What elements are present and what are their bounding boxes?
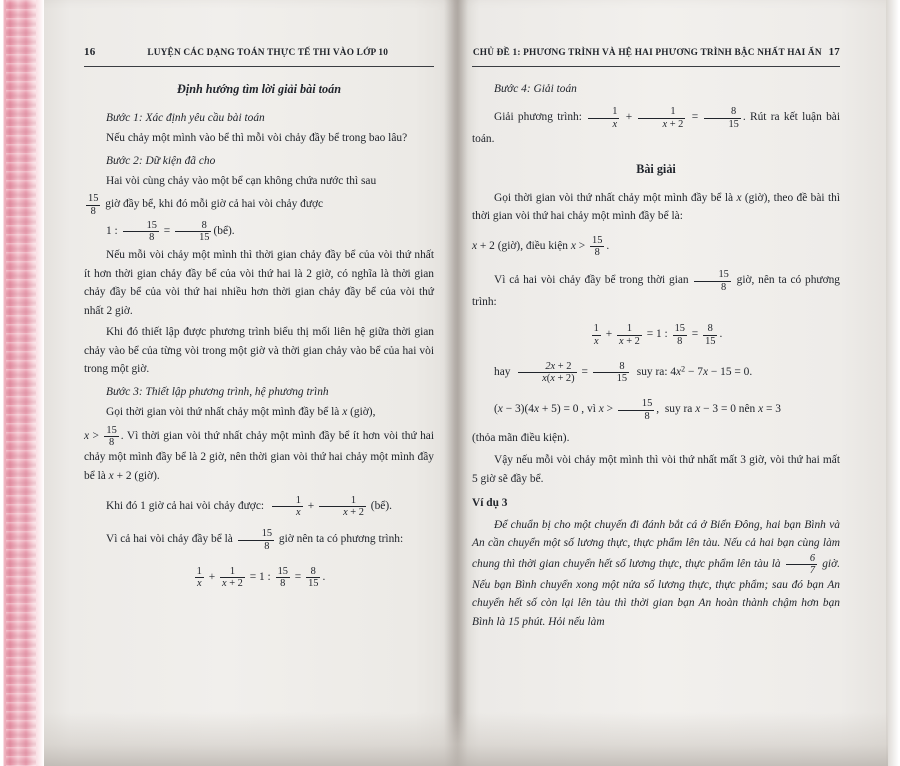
r-fraction-15-8: $\frac{15}{8}$ — [592, 234, 603, 259]
solution-conclusion: Vậy nếu mỗi vòi chảy một mình thì vòi thứ nhất mất 3 giờ, vòi thứ hai mất 5 giờ sẽ đầy bể. — [472, 454, 840, 485]
example-3-heading: Ví dụ 3 — [472, 497, 508, 510]
r-fraction-8-15: $\frac{8}{15}$ — [704, 106, 740, 129]
step-2-para-3: Khi đó thiết lập được phương trình biểu thị mối liên hệ giữa thời gian chảy vào bể của từng vòi trong một giờ và thời gian chảy vào bể của hai vòi trong một giờ. — [84, 326, 434, 376]
r-eq-fraction-1-x-plus-2: $\frac{1}{x + 2}$ — [618, 323, 640, 347]
fraction-8-15: $\frac{8}{15}$ — [175, 220, 211, 243]
fraction-1-x: $\frac{1}{x}$ — [272, 495, 303, 518]
r-eq-fraction-15-8: $\frac{15}{8}$ — [674, 323, 685, 347]
fraction-15-8: $\frac{15}{8}$ — [88, 193, 99, 217]
solution-para-1: Gọi thời gian vòi thứ nhất chảy một mình đầy bể là x (giờ), theo đề bài thì thời gian vòi thứ hai chảy một mình đầy bể là: — [472, 191, 840, 223]
left-heading: Định hướng tìm lời giải bài toán — [177, 81, 341, 96]
r-fraction-1-x-plus-2: $\frac{1}{x + 2}$ — [638, 106, 685, 129]
r-eq-fraction-15-8b: $\frac{15}{8}$ — [618, 398, 654, 421]
eq-fraction-8-15: $\frac{8}{15}$ — [308, 565, 319, 590]
step-1-label: Bước 1: Xác định yêu cầu bài toán — [106, 111, 265, 124]
step-3-label: Bước 3: Thiết lập phương trình, hệ phương trình — [106, 385, 329, 398]
step-3-body-4: Vì cả hai vòi chảy đầy bể là $\frac{15}{8}$ giờ nên ta có phương trình: — [106, 528, 404, 552]
step-1-body: Nếu chảy một mình vào bể thì mỗi vòi chảy đầy bể trong bao lâu? — [106, 132, 408, 145]
book-gutter-shadow — [444, 0, 468, 766]
right-equation-1: $\frac{1}{x}$ + $\frac{1}{x + 2}$ = 1 : $\frac{15}{8}$ = $\frac{8}{15}$ . — [593, 323, 723, 347]
fraction-15-8b: $\frac{15}{8}$ — [123, 220, 159, 243]
r-fraction-1-x: $\frac{1}{x}$ — [588, 106, 619, 129]
step-2-para-2: Nếu mỗi vòi chảy một mình thì thời gian chảy đầy bể của vòi thứ nhất ít hơn thời gian chảy đầy bể của vòi thứ hai là 2 giờ, có nghĩa là thời gian chảy đầy bể của vòi thứ hai nhiều hơn thời gian chảy đầy bể của vòi thứ nhất 2 giờ. — [84, 249, 434, 317]
fraction-1-x-plus-2: $\frac{1}{x + 2}$ — [319, 495, 366, 518]
right-page-edge — [886, 0, 900, 766]
right-equation-2: hay $\frac{2x + 2}{x(x + 2)}$ = $\frac{8}{15}$ suy ra: $4x^2 - 7x - 15 = 0$. — [494, 360, 753, 385]
one-over-fraction-line: 1 : $\frac{15}{8}$ = $\frac{8}{15}$ (bể). — [106, 219, 235, 244]
step-4-body: Giải phương trình: $\frac{1}{x}$ + $\frac{1}{x + 2}$ = $\frac{8}{15}$ . Rút ra kết luận bài toán. — [472, 106, 841, 145]
left-equation-final: $\frac{1}{x}$ + $\frac{1}{x + 2}$ = 1 : $\frac{15}{8}$ = $\frac{8}{15}$ . — [196, 565, 326, 590]
solution-heading: Bài giải — [636, 162, 676, 177]
right-equation-3: (x − 3)(4x + 5) = 0 , vì x > $\frac{15}{8}$ , suy ra x − 3 = 0 nên x = 3 — [494, 398, 781, 422]
eq-fraction-1-x-plus-2: $\frac{1}{x + 2}$ — [221, 565, 243, 590]
r-eq-fraction-8-15: $\frac{8}{15}$ — [705, 323, 716, 347]
step-2-body: Hai vòi cùng chảy vào một bể cạn không chứa nước thì sau — [106, 174, 377, 187]
step-2-fraction-line — [84, 193, 434, 216]
step-2-label: Bước 2: Dữ kiện đã cho — [106, 154, 216, 167]
solution-condition-line: x + 2 (giờ), điều kiện x > $\frac{15}{8}$ . — [472, 234, 610, 259]
right-running-title: CHỦ ĐỀ 1: PHƯƠNG TRÌNH VÀ HỆ HAI PHƯƠNG TRÌNH BẬC NHẤT HAI ẨN — [472, 48, 822, 58]
fraction-15-8d: $\frac{15}{8}$ — [238, 528, 274, 551]
r-fraction-6-7: $\frac{6}{7}$ — [786, 553, 817, 576]
fraction-15-8c: $\frac{15}{8}$ — [106, 424, 117, 448]
right-page-text-column — [472, 44, 840, 634]
step-4-label: Bước 4: Giải toán — [494, 82, 577, 95]
step-3-body-3: Khi đó 1 giờ cả hai vòi chảy được: $\frac{1}{x}$ + $\frac{1}{x + 2}$ (bể). — [106, 495, 392, 519]
right-running-head — [472, 44, 840, 67]
left-page-text-column — [84, 44, 434, 596]
left-running-title: LUYỆN CÁC DẠNG TOÁN THỰC TẾ THI VÀO LỚP 10 — [147, 48, 389, 58]
step-2-fraction-text: giờ đầy bể, khi đó mỗi giờ cả hai vòi chảy được — [105, 198, 324, 211]
r-eq-fraction-1-x: $\frac{1}{x}$ — [593, 323, 599, 347]
book-page-edges — [0, 0, 46, 766]
example-3-body-1: Để chuẩn bị cho một chuyến đi đánh bắt cá ở Biển Đông, hai bạn Bình và An cần chuyển một số lương thực, thực phẩm lên tàu. Nếu cả hai bạn cùng làm chung thì thời gian chuyển hết số lương thực, thực phẩm lên tàu là $\frac{6}{7}$ giờ. Nếu bạn Bình chuyển xong một nửa số lương thực, thực phẩm; sau đó bạn An chuyển hết số còn lại lên tàu thì thời gian bạn An hoàn thành chậm hơn bạn Bình là 15 phút. Hỏi nếu làm — [472, 518, 840, 628]
eq-fraction-15-8: $\frac{15}{8}$ — [277, 565, 288, 590]
left-page-number: 16 — [84, 46, 96, 58]
step-3-body-1: Gọi thời gian vòi thứ nhất chảy một mình đầy bể là x (giờ), — [106, 406, 376, 419]
solution-para-2: Vì cả hai vòi chảy đầy bể trong thời gian $\frac{15}{8}$ giờ, nên ta có phương trình: — [472, 269, 840, 308]
r-fraction-15-8b: $\frac{15}{8}$ — [694, 269, 730, 292]
bottom-shadow — [44, 712, 888, 766]
left-running-head — [84, 44, 434, 67]
solution-condition-ok: (thỏa mãn điều kiện). — [472, 431, 570, 444]
r-eq-fraction-2x2: $\frac{2x + 2}{x(x + 2)}$ — [518, 361, 576, 384]
eq-fraction-1-x: $\frac{1}{x}$ — [196, 565, 202, 590]
right-page-number: 17 — [828, 46, 840, 58]
step-3-body-2: x > $\frac{15}{8}$ . Vì thời gian vòi thứ nhất chảy một mình đầy bể ít hơn vòi thứ hai chảy một mình đầy bể là 2 giờ, nên thời gian vòi thứ hai chảy một mình đầy bể là x + 2 (giờ). — [84, 424, 434, 482]
r-eq-fraction-8-15b: $\frac{8}{15}$ — [593, 361, 629, 384]
